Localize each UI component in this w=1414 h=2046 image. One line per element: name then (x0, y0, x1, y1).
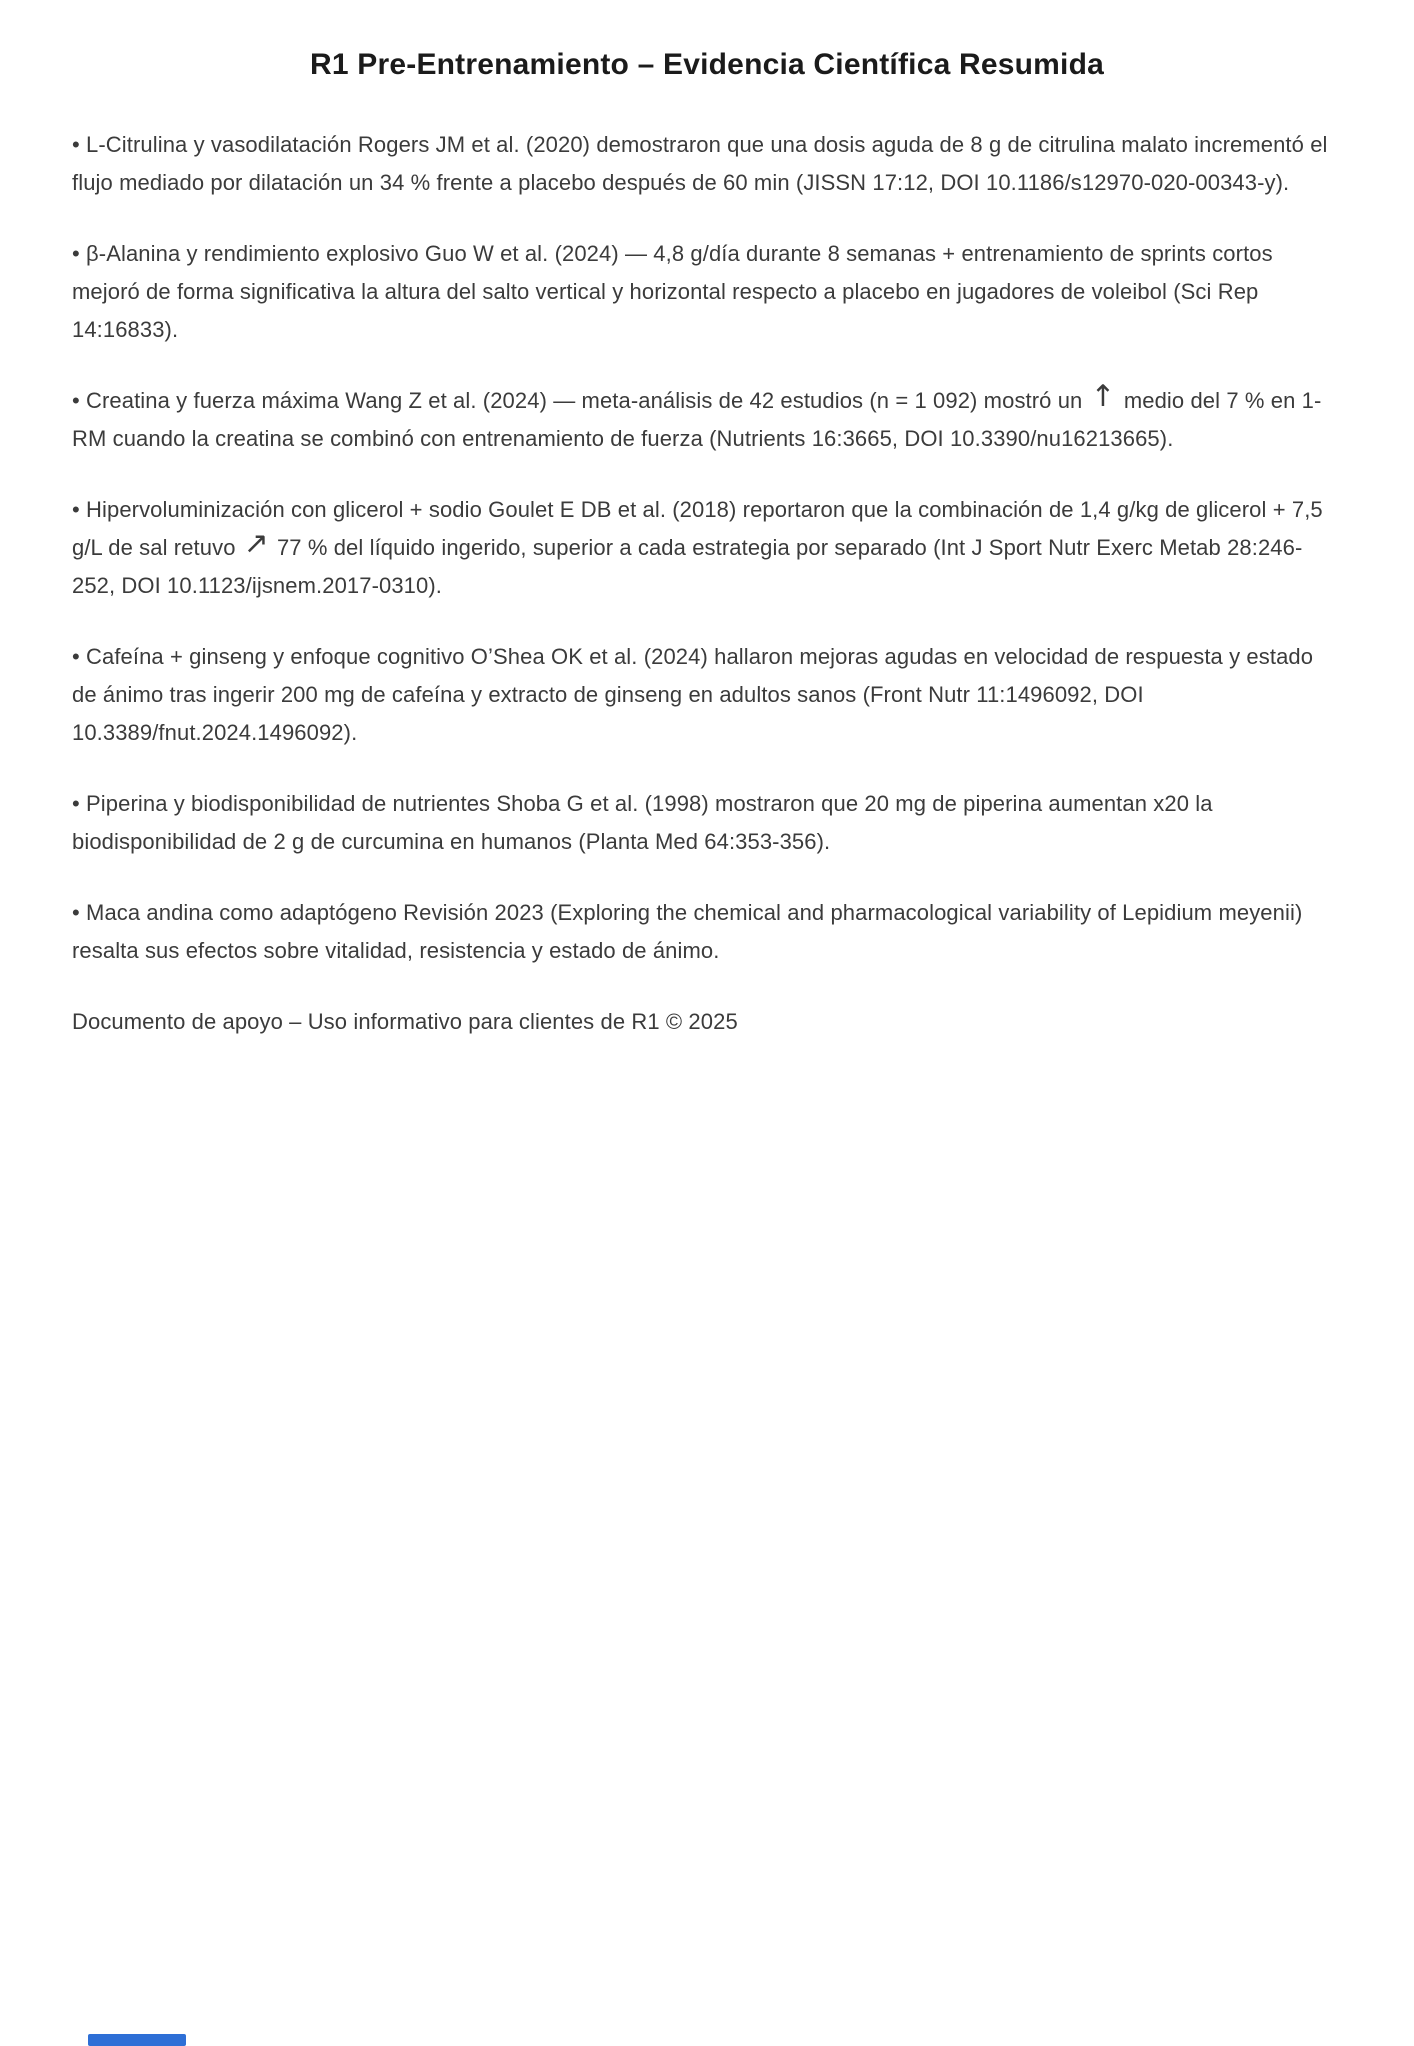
footer-note: Documento de apoyo – Uso informativo para clientes de R1 © 2025 (72, 1008, 738, 1034)
bullet-paragraph: • Creatina y fuerza máxima Wang Z et al. (2024) — meta-análisis de 42 estudios (n = 1 092) mostró un ↑ medio del 7 % en 1-RM cuando la creatina se combinó con entrenamiento de fuerza (Nutrients 16:3665, DOI 10.3390/nu16213665). (72, 378, 1322, 451)
page-title: R1 Pre-Entrenamiento – Evidencia Científica Resumida (310, 48, 1104, 81)
up-right-arrow-icon: ↗ (243, 525, 269, 561)
bullet-paragraph: • L-Citrulina y vasodilatación Rogers JM et al. (2020) demostraron que una dosis aguda de 8 g de citrulina malato incrementó el flujo mediado por dilatación un 34 % frente a placebo después de 60 min (JISSN 17:12, DOI 10.1186/s12970-020-00343-y). (72, 131, 1328, 195)
bullet-paragraph: • Hipervoluminización con glicerol + sodio Goulet E DB et al. (2018) reportaron que la combinación de 1,4 g/kg de glicerol + 7,5 g/L de sal retuvo ↗ 77 % del líquido ingerido, superior a cada estrategia por separado (Int J Sport Nutr Exerc Metab 28:246-252, DOI 10.1123/ijsnem.2017-0310). (72, 496, 1323, 598)
bullet-paragraph: • Maca andina como adaptógeno Revisión 2023 (Exploring the chemical and pharmacological variability of Lepidium meyenii) resalta sus efectos sobre vitalidad, resistencia y estado de ánimo. (72, 899, 1303, 963)
up-arrow-icon: ↑ (1090, 378, 1116, 414)
bottom-accent-bar (88, 2034, 186, 2046)
evidence-list (72, 126, 1342, 970)
bullet-paragraph: • Cafeína + ginseng y enfoque cognitivo O’Shea OK et al. (2024) hallaron mejoras agudas en velocidad de respuesta y estado de ánimo tras ingerir 200 mg de cafeína y extracto de ginseng en adultos sanos (Front Nutr 11:1496092, DOI 10.3389/fnut.2024.1496092). (72, 643, 1314, 745)
document-page (0, 46, 1414, 2046)
bullet-paragraph: • β-Alanina y rendimiento explosivo Guo W et al. (2024) — 4,8 g/día durante 8 semanas + entrenamiento de sprints cortos mejoró de forma significativa la altura del salto vertical y horizontal respecto a placebo en jugadores de voleibol (Sci Rep 14:16833). (72, 240, 1273, 342)
bullet-paragraph: • Piperina y biodisponibilidad de nutrientes Shoba G et al. (1998) mostraron que 20 mg de piperina aumentan x20 la biodisponibilidad de 2 g de curcumina en humanos (Planta Med 64:353-356). (72, 790, 1213, 854)
